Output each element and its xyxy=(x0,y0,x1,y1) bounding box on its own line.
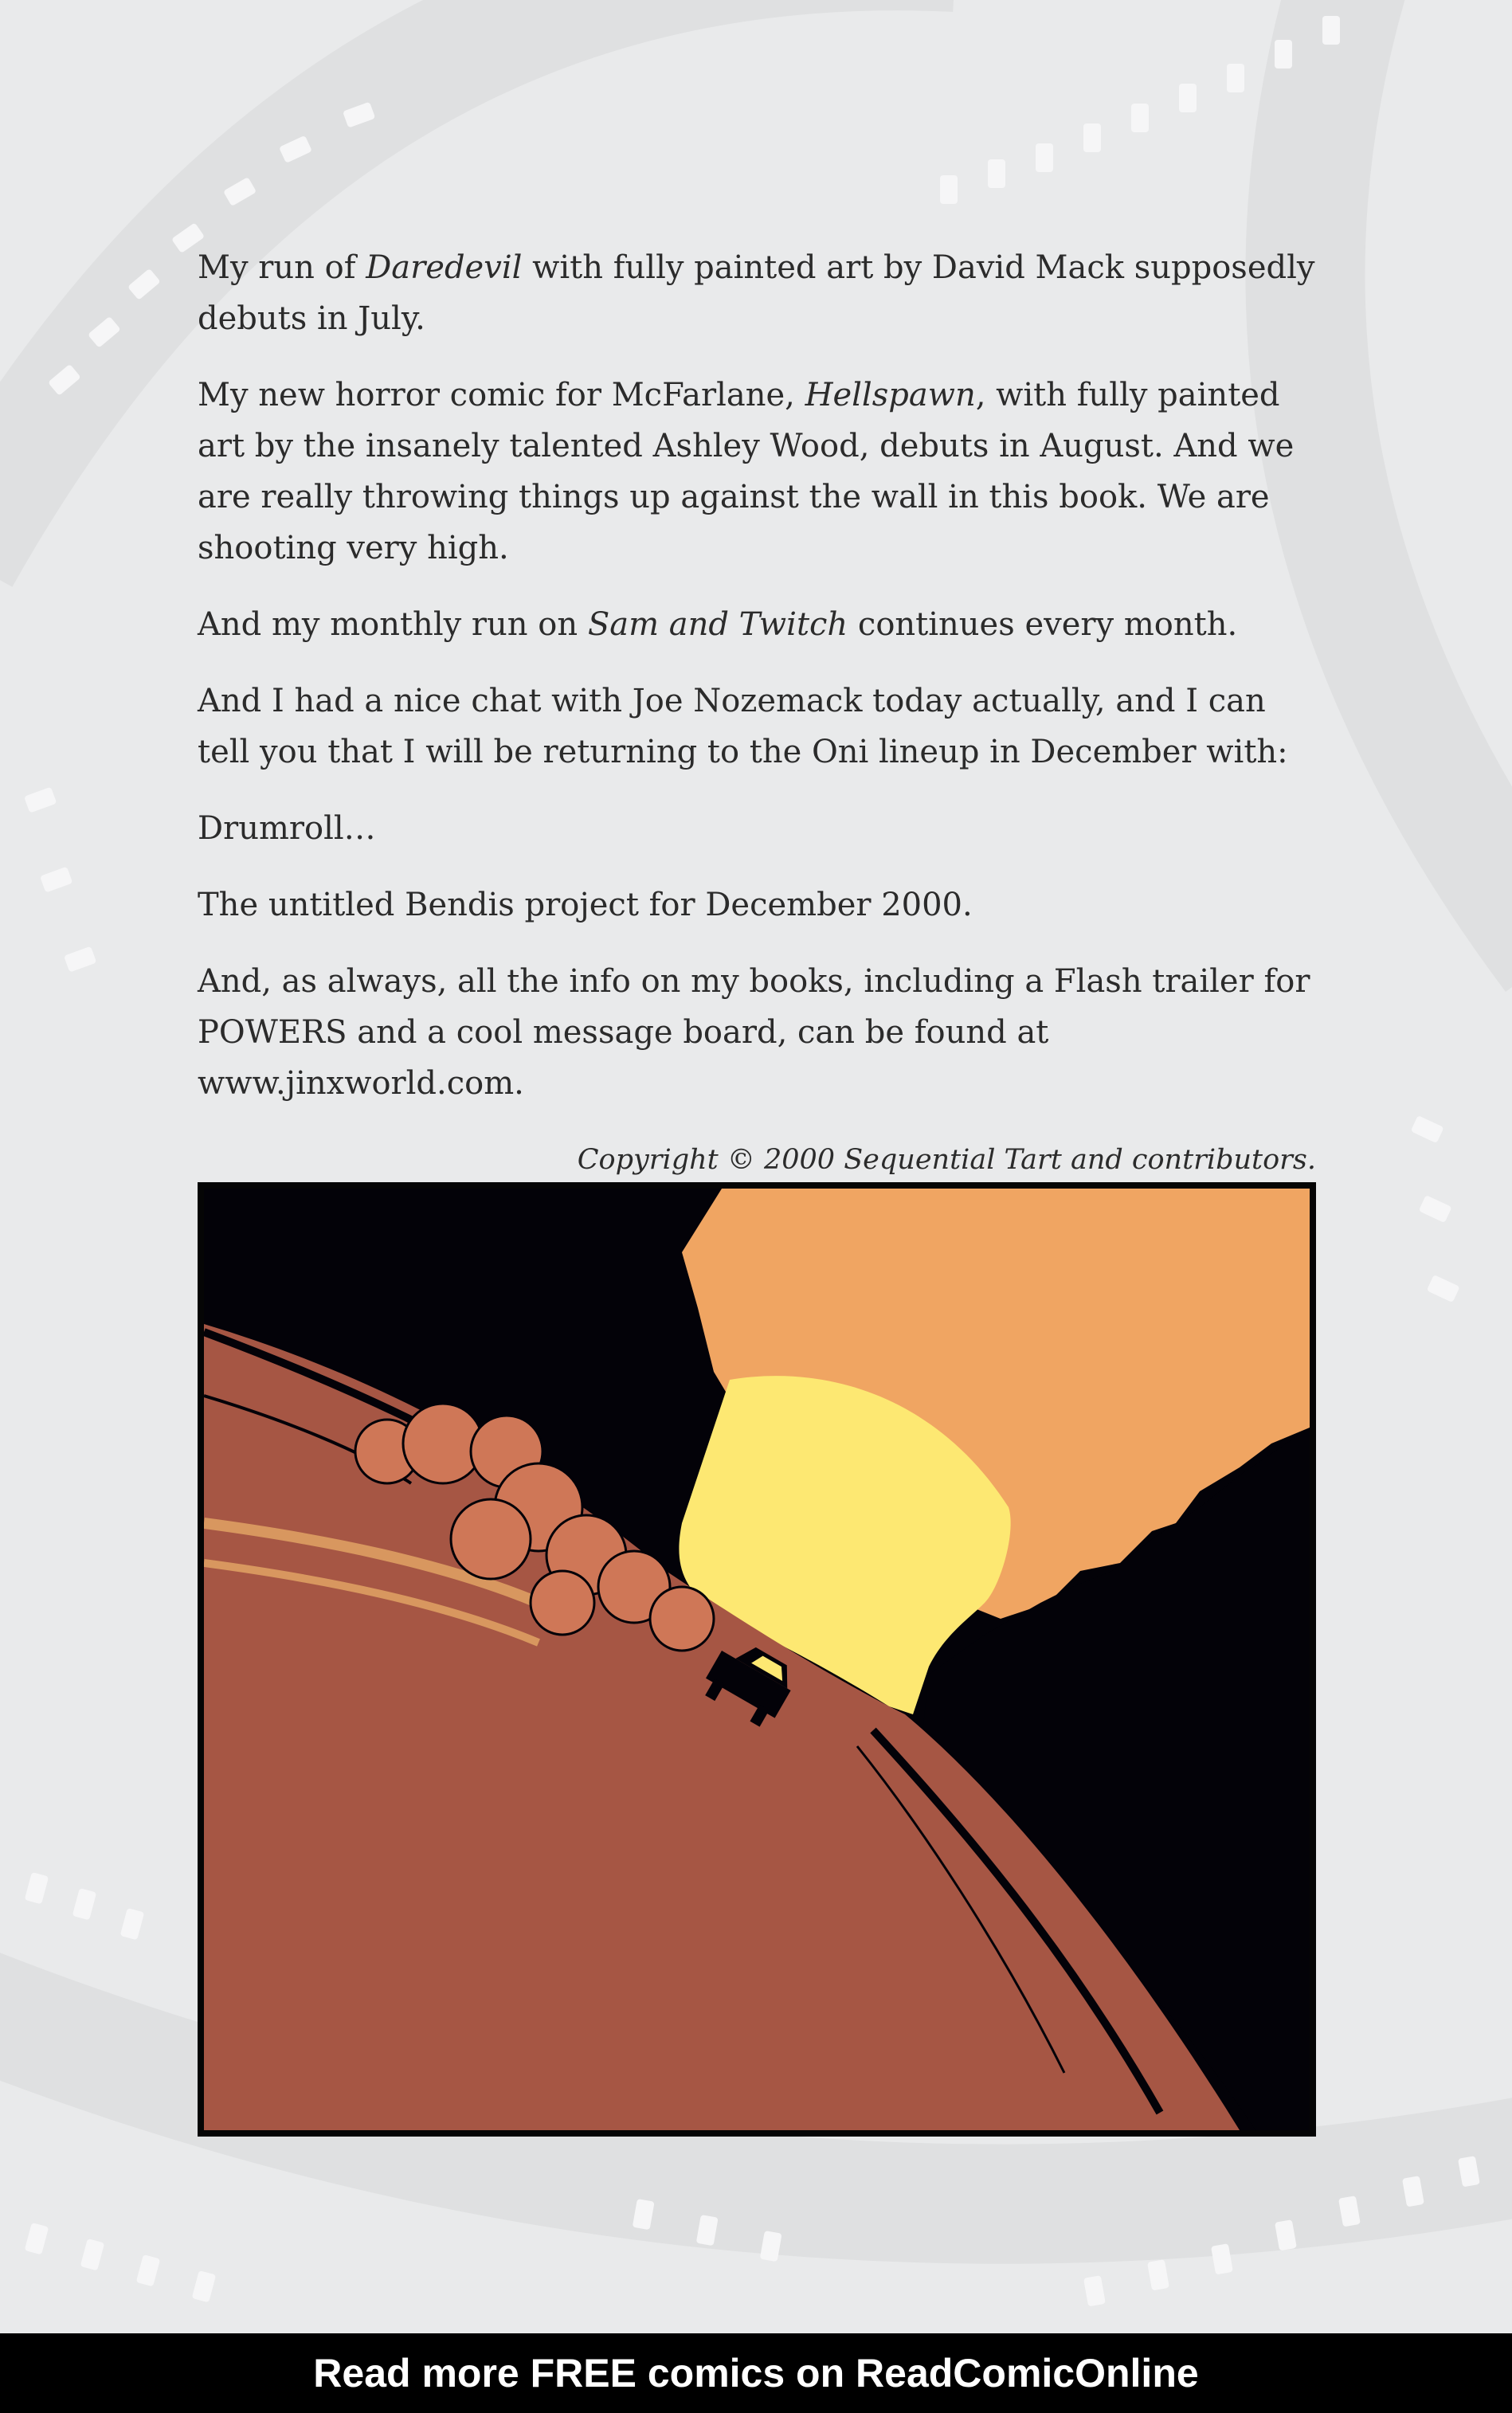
title-daredevil: Daredevil xyxy=(366,249,523,286)
sunset-road-illustration xyxy=(204,1189,1310,2130)
paragraph-jinxworld: And, as always, all the info on my books, including a Flash trailer for POWERS and a cool message board, can be found at www.jinxworld.com. xyxy=(198,963,1310,1102)
paragraph-drumroll: Drumroll… xyxy=(198,810,376,847)
paragraph-oni-lineup: And I had a nice chat with Joe Nozemack today actually, and I can tell you that I will be returning to the Oni lineup in December with: xyxy=(198,683,1288,770)
paragraph-hellspawn: My new horror comic for McFarlane, Hellspawn, with fully painted art by the insanely talented Ashley Wood, debuts in August. And we are really throwing things up against the wall in this book. We are shooting very high. xyxy=(198,377,1295,566)
comic-panel-sunset-road xyxy=(198,1182,1316,2137)
paragraph-sam-and-twitch: And my monthly run on Sam and Twitch continues every month. xyxy=(198,606,1238,643)
footer-banner[interactable]: Read more FREE comics on ReadComicOnline xyxy=(0,2333,1512,2413)
article-body xyxy=(198,242,1316,1211)
title-sam-and-twitch: Sam and Twitch xyxy=(587,606,848,643)
paragraph-daredevil: My run of Daredevil with fully painted art by David Mack supposedly debuts in July. xyxy=(198,249,1315,337)
paragraph-untitled-project: The untitled Bendis project for December 2000. xyxy=(198,887,973,923)
copyright-notice: Copyright © 2000 Sequential Tart and contributors. xyxy=(577,1144,1316,1176)
title-hellspawn: Hellspawn xyxy=(805,377,976,413)
